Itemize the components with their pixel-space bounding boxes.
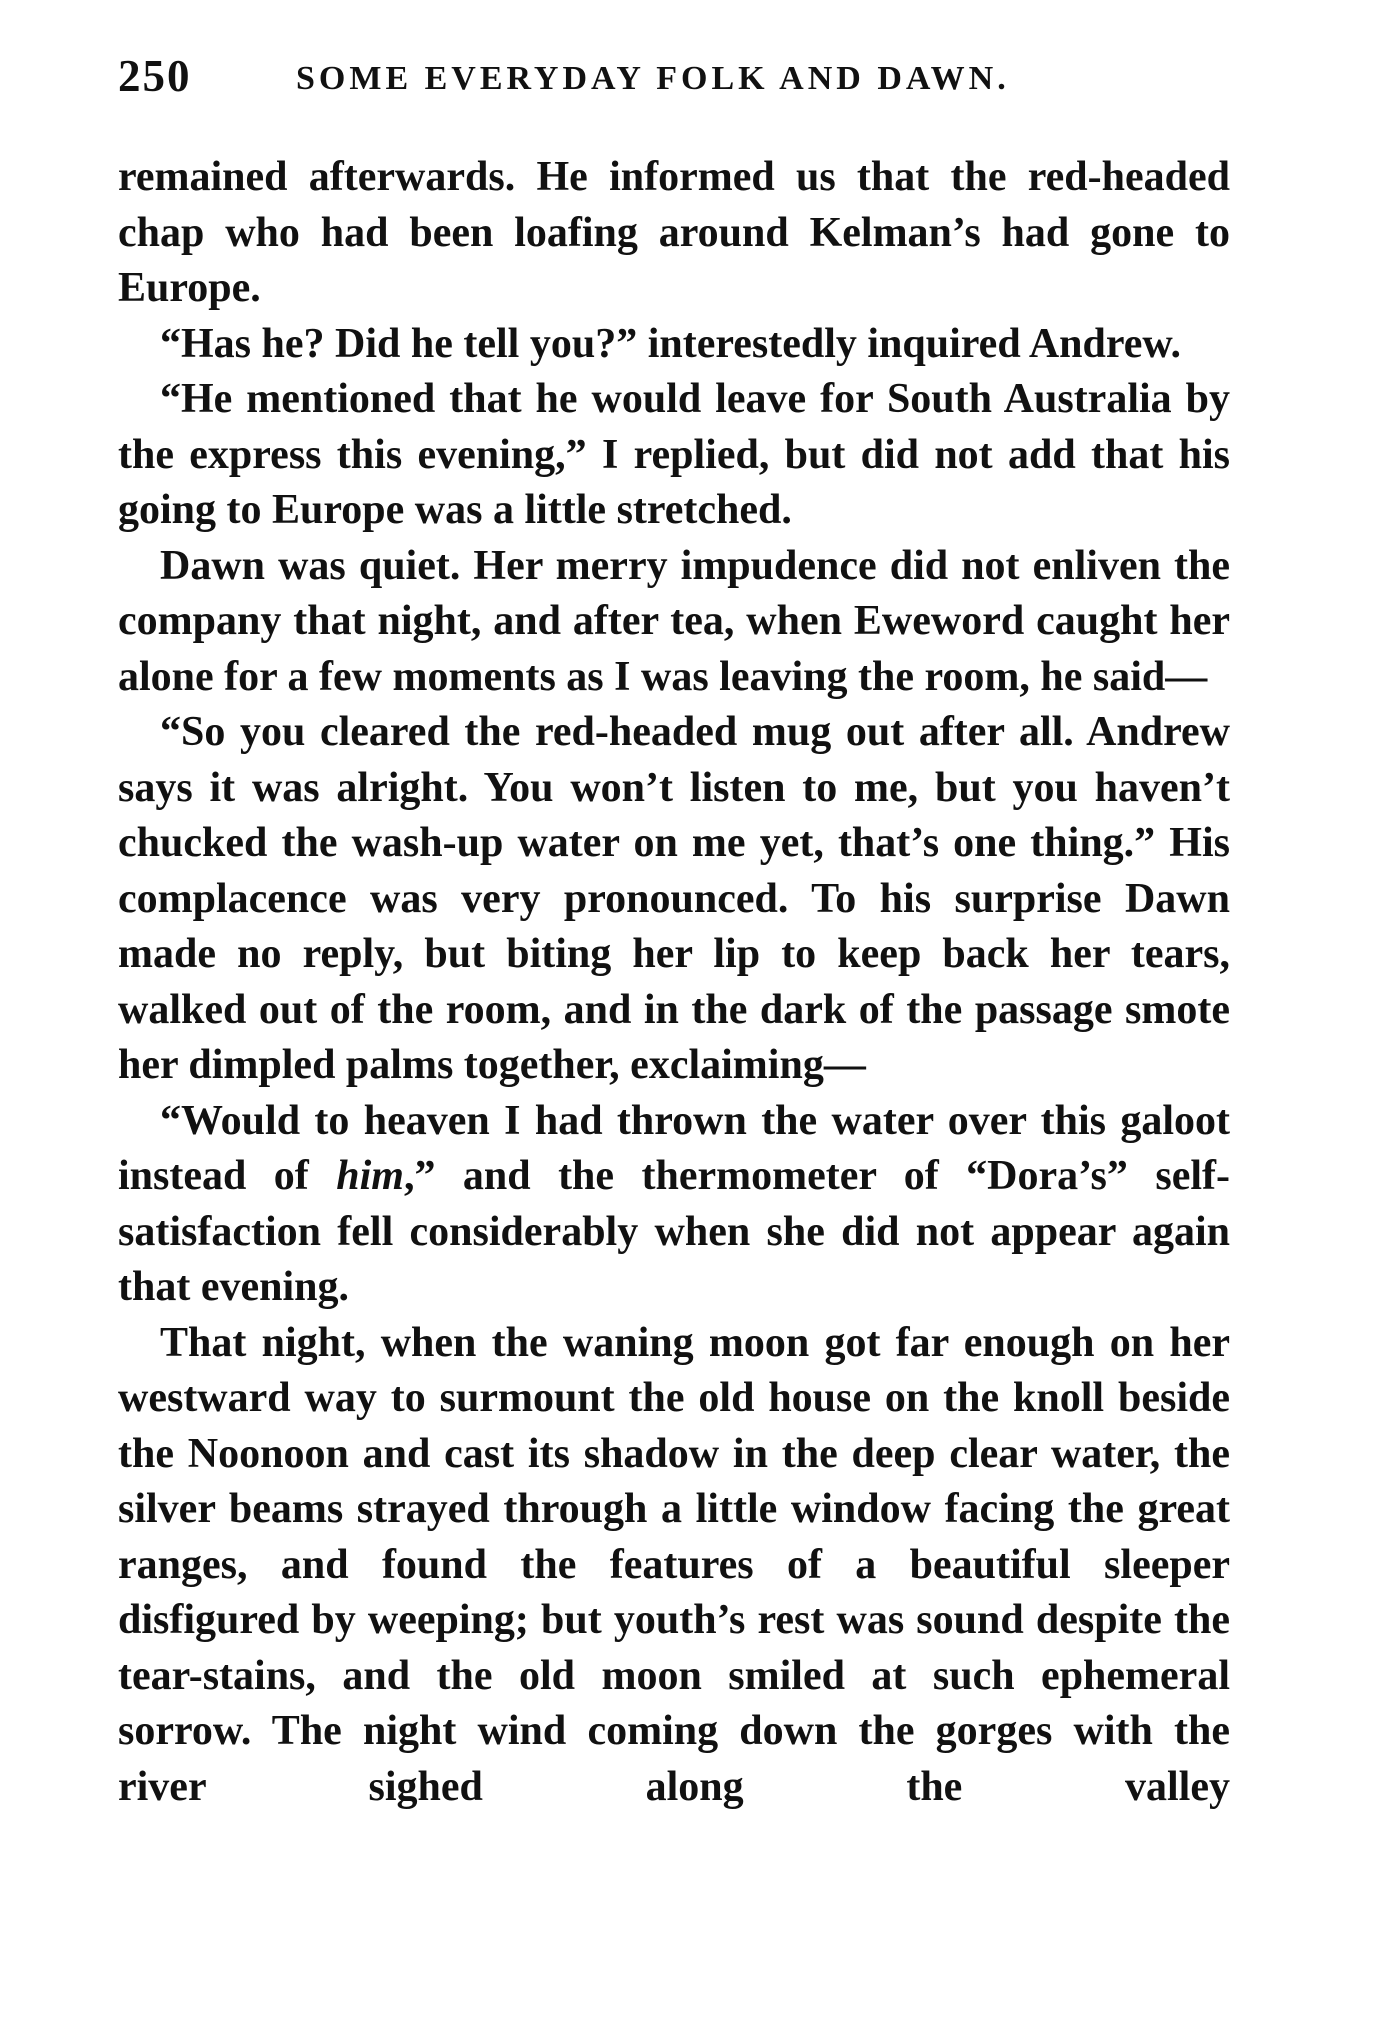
page-number: 250 — [118, 51, 192, 101]
paragraph-1: remained afterwards. He informed us that the red-headed chap who had been loafing around Kelman’s had gone to Europe. — [118, 154, 1230, 311]
running-head: SOME EVERYDAY FOLK AND DAWN. — [296, 60, 1010, 97]
paragraph-5: “So you cleared the red-headed mug out after all. Andrew says it was alright. You won’t listen to me, but you haven’t chucked the wash-up water on me yet, that’s one thing.” His complacence was very pronounced. To his surprise Dawn made no reply, but biting her lip to keep back her tears, walked out of the room, and in the dark of the passage smote her dimpled palms together, exclaiming— — [118, 709, 1230, 1088]
paragraph-6 — [118, 1094, 1230, 1316]
page-header — [118, 50, 1228, 110]
paragraph-6-start: “Would to heaven I had thrown the water over this galoot instead of — [118, 1097, 1230, 1199]
paragraph-4: Dawn was quiet. Her merry impudence did not enliven the company that night, and after tea, when Eweword caught her alone for a few moments as I was leaving the room, he said— — [118, 542, 1230, 700]
paragraph-7: That night, when the waning moon got far enough on her westward way to surmount the old house on the knoll beside the Noonoon and cast its shadow in the deep clear water, the silver beams strayed through a little window facing the great ranges, and found the features of a beautiful sleeper disfigured by weeping; but youth’s rest was sound despite the tear-stains, and the old moon smiled at such ephemeral sorrow. The night wind coming down the gorges with the river sighed along the valley — [118, 1319, 1230, 1810]
paragraph-3: “He mentioned that he would leave for South Australia by the express this evening,” I replied, but did not add that his going to Europe was a little stretched. — [118, 376, 1230, 533]
paragraph-6-end: ,” and the thermometer of “Dora’s” self-satisfaction fell considerably when she did not appear again that evening. — [118, 1153, 1230, 1310]
paragraph-6-emphasis: him — [336, 1153, 404, 1199]
body-text — [118, 150, 1230, 1815]
paragraph-2: “Has he? Did he tell you?” interestedly inquired Andrew. — [160, 320, 1181, 367]
